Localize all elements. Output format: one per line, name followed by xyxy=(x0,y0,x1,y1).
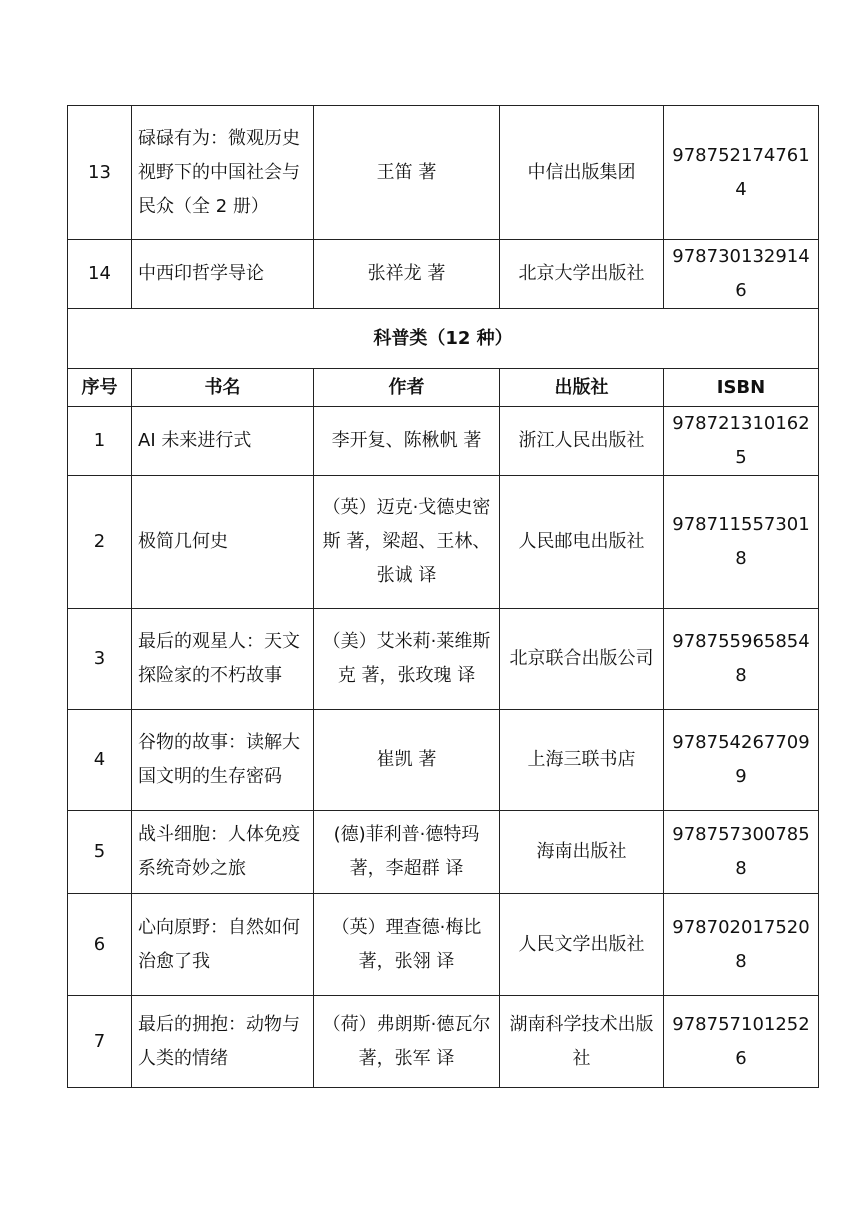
book-title: 极简几何史 xyxy=(132,476,314,609)
book-title: 战斗细胞：人体免疫系统奇妙之旅 xyxy=(132,811,314,894)
table-row xyxy=(68,476,819,609)
book-publisher: 中信出版集团 xyxy=(500,106,664,240)
book-author: 李开复、陈楸帆 著 xyxy=(314,407,500,476)
book-author: （荷）弗朗斯·德瓦尔 著，张军 译 xyxy=(314,996,500,1088)
book-publisher: 人民文学出版社 xyxy=(500,894,664,996)
book-publisher: 上海三联书店 xyxy=(500,710,664,811)
table-row xyxy=(68,811,819,894)
book-author: （美）艾米莉·莱维斯克 著，张玫瑰 译 xyxy=(314,609,500,710)
book-publisher: 北京联合出版公司 xyxy=(500,609,664,710)
book-title: AI 未来进行式 xyxy=(132,407,314,476)
header-isbn: ISBN xyxy=(664,369,819,407)
book-title: 碌碌有为：微观历史视野下的中国社会与民众（全 2 册） xyxy=(132,106,314,240)
table-row xyxy=(68,106,819,240)
table-row xyxy=(68,710,819,811)
book-isbn: 9787020175208 xyxy=(664,894,819,996)
table-row xyxy=(68,996,819,1088)
row-number: 6 xyxy=(68,894,132,996)
book-isbn: 9787115573018 xyxy=(664,476,819,609)
row-number: 5 xyxy=(68,811,132,894)
book-author: （英）理查德·梅比 著，张翎 译 xyxy=(314,894,500,996)
row-number: 7 xyxy=(68,996,132,1088)
row-number: 1 xyxy=(68,407,132,476)
book-isbn: 9787213101625 xyxy=(664,407,819,476)
book-author: （英）迈克·戈德史密斯 著，梁超、王林、张诚 译 xyxy=(314,476,500,609)
row-number: 13 xyxy=(68,106,132,240)
book-author: 张祥龙 著 xyxy=(314,240,500,309)
book-isbn: 9787521747614 xyxy=(664,106,819,240)
book-isbn: 9787559658548 xyxy=(664,609,819,710)
book-list-table xyxy=(67,105,819,1088)
book-title: 谷物的故事：读解大国文明的生存密码 xyxy=(132,710,314,811)
header-title: 书名 xyxy=(132,369,314,407)
header-author: 作者 xyxy=(314,369,500,407)
table-row xyxy=(68,407,819,476)
row-number: 4 xyxy=(68,710,132,811)
book-isbn: 9787573007858 xyxy=(664,811,819,894)
book-publisher: 北京大学出版社 xyxy=(500,240,664,309)
header-row xyxy=(68,369,819,407)
book-publisher: 湖南科学技术出版社 xyxy=(500,996,664,1088)
table-row xyxy=(68,240,819,309)
book-title: 最后的拥抱：动物与人类的情绪 xyxy=(132,996,314,1088)
book-title: 最后的观星人：天文探险家的不朽故事 xyxy=(132,609,314,710)
table-body xyxy=(68,106,819,1088)
book-publisher: 人民邮电出版社 xyxy=(500,476,664,609)
book-author: (德)菲利普·德特玛 著，李超群 译 xyxy=(314,811,500,894)
section-title: 科普类（12 种） xyxy=(68,309,819,369)
book-isbn: 9787301329146 xyxy=(664,240,819,309)
table-row xyxy=(68,609,819,710)
row-number: 3 xyxy=(68,609,132,710)
row-number: 2 xyxy=(68,476,132,609)
book-title: 中西印哲学导论 xyxy=(132,240,314,309)
book-isbn: 9787571012526 xyxy=(664,996,819,1088)
header-number: 序号 xyxy=(68,369,132,407)
book-publisher: 海南出版社 xyxy=(500,811,664,894)
table-row xyxy=(68,894,819,996)
book-author: 崔凯 著 xyxy=(314,710,500,811)
book-author: 王笛 著 xyxy=(314,106,500,240)
row-number: 14 xyxy=(68,240,132,309)
section-row xyxy=(68,309,819,369)
book-isbn: 9787542677099 xyxy=(664,710,819,811)
book-publisher: 浙江人民出版社 xyxy=(500,407,664,476)
book-title: 心向原野：自然如何治愈了我 xyxy=(132,894,314,996)
header-publisher: 出版社 xyxy=(500,369,664,407)
